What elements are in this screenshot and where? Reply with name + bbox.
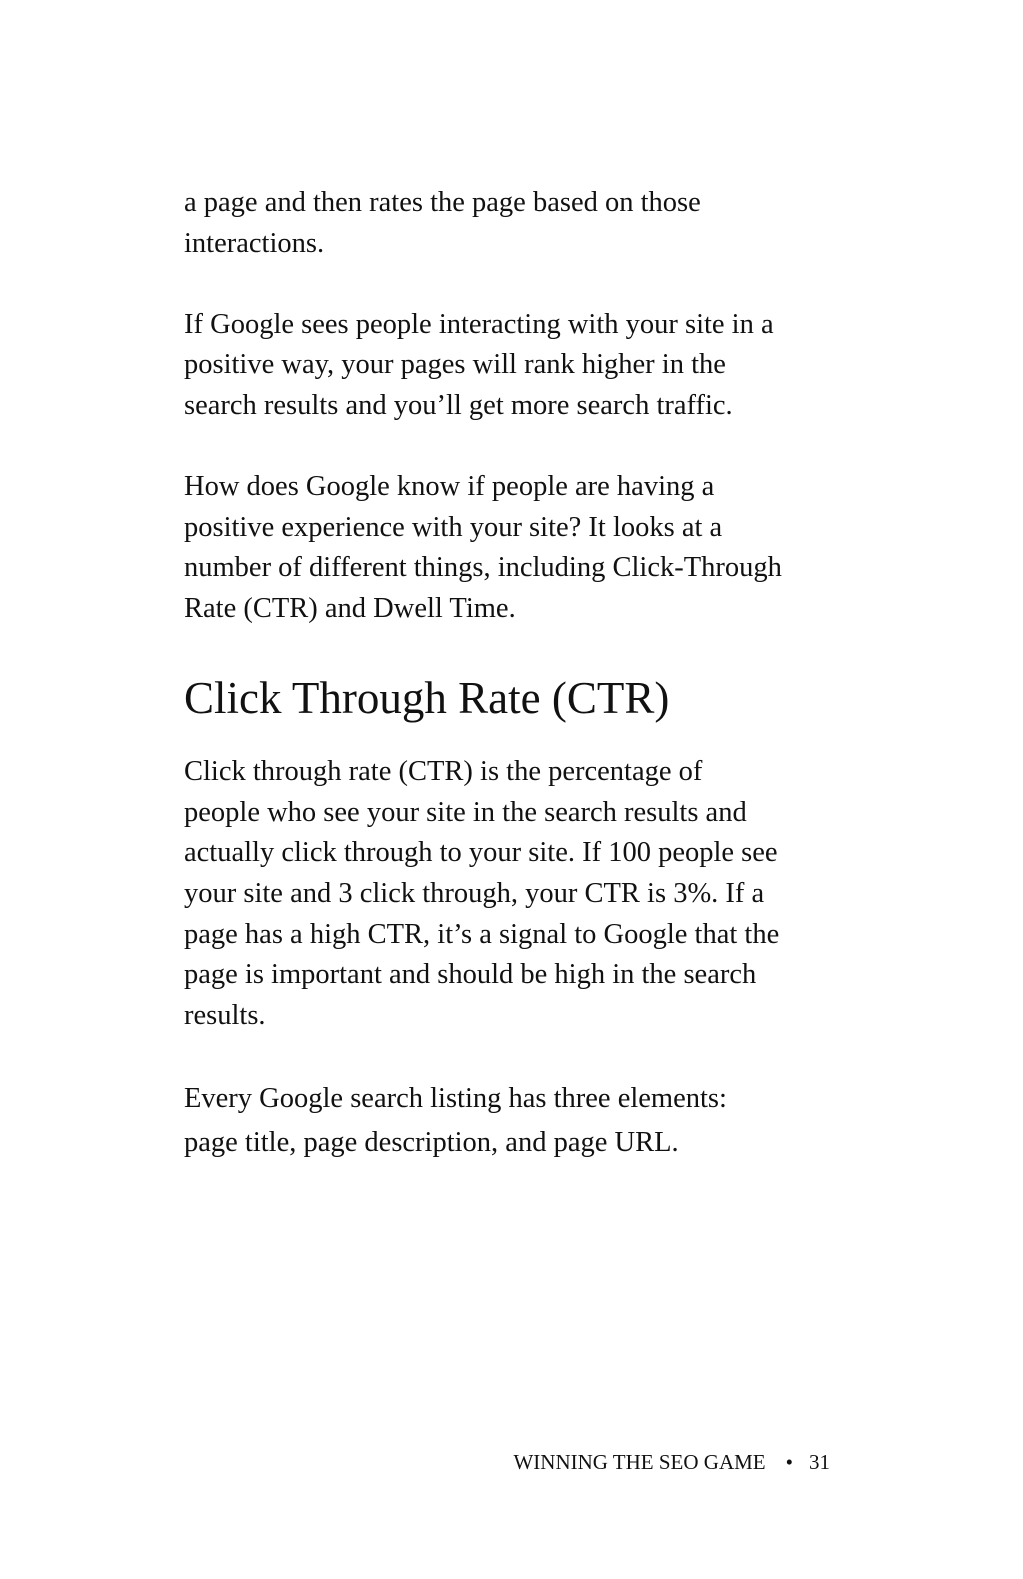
text-line: If Google sees people interacting with your site in a [184, 308, 774, 340]
text-line: actually click through to your site. If 100 people see [184, 837, 778, 869]
page-body [184, 183, 844, 1205]
text-line: people who see your site in the search results and [184, 796, 747, 828]
paragraph-positive-interaction [184, 305, 844, 427]
text-line: results. [184, 999, 266, 1031]
text-line: positive way, your pages will rank higher in the [184, 349, 726, 381]
text-line: How does Google know if people are having a [184, 471, 715, 503]
text-line: Rate (CTR) and Dwell Time. [184, 592, 516, 624]
text-line: Every Google search listing has three elements: [184, 1082, 727, 1114]
footer-separator: • [785, 1450, 793, 1474]
text-line: page title, page description, and page URL. [184, 1126, 679, 1158]
text-line: interactions. [184, 227, 325, 259]
text-line: Click through rate (CTR) is the percentage of [184, 756, 703, 788]
text-line: number of different things, including Click-Through [184, 552, 782, 584]
page-number: 31 [809, 1450, 830, 1474]
paragraph-interactions [184, 183, 844, 264]
text-line: a page and then rates the page based on those [184, 187, 701, 218]
section-heading: Click Through Rate (CTR) [184, 673, 670, 724]
book-title: WINNING THE SEO GAME [513, 1450, 766, 1474]
paragraph-listing-elements [184, 1077, 844, 1165]
text-line: your site and 3 click through, your CTR is 3%. If a [184, 877, 765, 909]
text-line: page is important and should be high in the search [184, 959, 757, 991]
text-line: positive experience with your site? It looks at a [184, 511, 723, 543]
text-line: page has a high CTR, it’s a signal to Google that the [184, 918, 780, 950]
paragraph-how-google-knows [184, 467, 844, 629]
text-line: search results and you’ll get more search traffic. [184, 389, 733, 421]
paragraph-ctr-definition [184, 752, 844, 1036]
page-footer [484, 1448, 830, 1476]
